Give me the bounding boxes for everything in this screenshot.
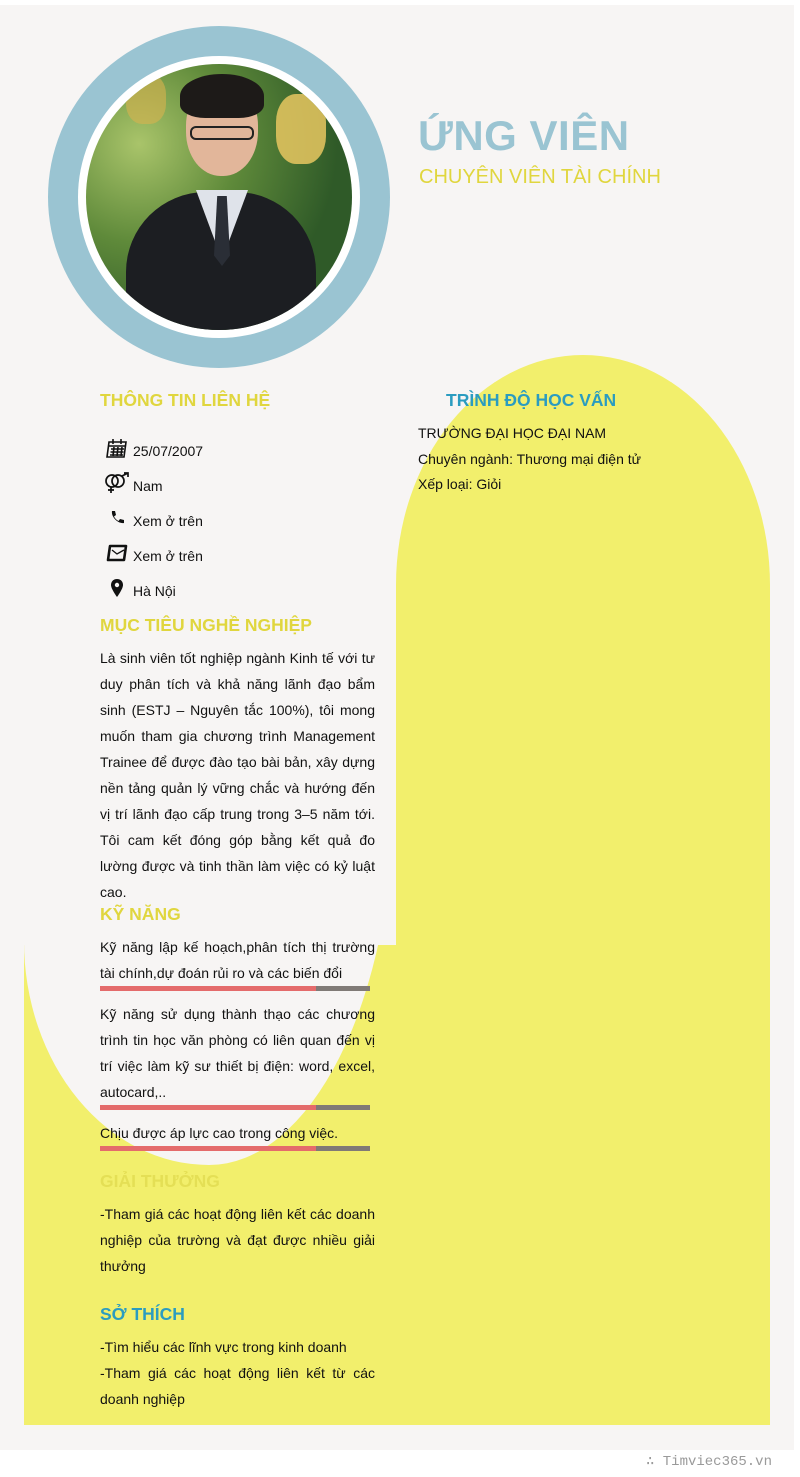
location-pin-icon: [102, 579, 132, 597]
education-section-title: TRÌNH ĐỘ HỌC VẤN: [446, 390, 617, 410]
calendar-icon: [102, 438, 132, 458]
education-major: Chuyên ngành: Thương mại điện tử: [418, 450, 642, 467]
awards-text: -Tham giá các hoạt động liên kết các doanh nghiệp của trường và đạt được nhiều giải thưởng: [100, 1206, 375, 1274]
contact-item-email: Xem ở trên: [102, 535, 203, 570]
education-rank: Xếp loại: Giỏi: [418, 476, 502, 492]
footer-brand: ∴ Timviec365.vn: [645, 1454, 772, 1470]
education-details: [418, 421, 641, 498]
skill-level-fill: [100, 986, 316, 991]
skill-level-fill: [100, 1146, 316, 1151]
hobby-item: -Tìm hiểu các lĩnh vực trong kinh doanh: [100, 1339, 347, 1355]
objective-text: Là sinh viên tốt nghiệp ngành Kinh tế với tư duy phân tích và khả năng lãnh đạo bẩm sinh (ESTJ – Nguyên tắc 100%), tôi mong muốn tham gia chương trình Management Trainee để được đào tạo bài bản, xây dựng nền tảng quản lý vững chắc và hướng đến vị trí lãnh đạo cấp trung trong 3–5 năm tới. Tôi cam kết đóng góp bằng kết quả đo lường được và tinh thần làm việc có kỷ luật cao.: [100, 650, 375, 900]
skill-item-text: Chịu được áp lực cao trong công việc.: [100, 1125, 339, 1141]
skill-item-text: Kỹ năng sử dụng thành thạo các chương trình tin học văn phòng có liên quan đến vị trí việc làm kỹ sư thiết bị điện: word, excel, autocard,..: [100, 1006, 375, 1100]
phone-icon: [102, 510, 132, 526]
objective-section-title: MỤC TIÊU NGHỀ NGHIỆP: [100, 615, 312, 635]
contact-item-location: Hà Nội: [102, 570, 203, 605]
skill-item-text: Kỹ năng lập kế hoạch,phân tích thị trường tài chính,dự đoán rủi ro và các biến đổi: [100, 939, 375, 981]
avatar: [86, 64, 352, 330]
skill-level-bar: [100, 1146, 370, 1151]
email-icon: [102, 544, 132, 562]
gender-icon: [102, 472, 132, 494]
education-school: TRƯỜNG ĐẠI HỌC ĐẠI NAM: [418, 425, 607, 441]
candidate-name: ỨNG VIÊN: [418, 112, 630, 159]
skills-section-title: KỸ NĂNG: [100, 904, 181, 924]
skill-level-fill: [100, 1105, 316, 1110]
contact-list: [102, 430, 203, 605]
hobby-item: -Tham giá các hoạt động liên kết từ các doanh nghiệp: [100, 1365, 375, 1407]
skill-level-bar: [100, 1105, 370, 1110]
skill-level-bar: [100, 986, 370, 991]
candidate-position: CHUYÊN VIÊN TÀI CHÍNH: [419, 166, 661, 188]
contact-item-gender: Nam: [102, 465, 203, 500]
contact-section-title: THÔNG TIN LIÊN HỆ: [100, 390, 271, 410]
contact-item-birthdate: 25/07/2007: [102, 430, 203, 465]
contact-item-phone: Xem ở trên: [102, 500, 203, 535]
hobbies-section-title: SỞ THÍCH: [100, 1304, 185, 1324]
awards-section-title: GIẢI THƯỞNG: [100, 1171, 220, 1191]
